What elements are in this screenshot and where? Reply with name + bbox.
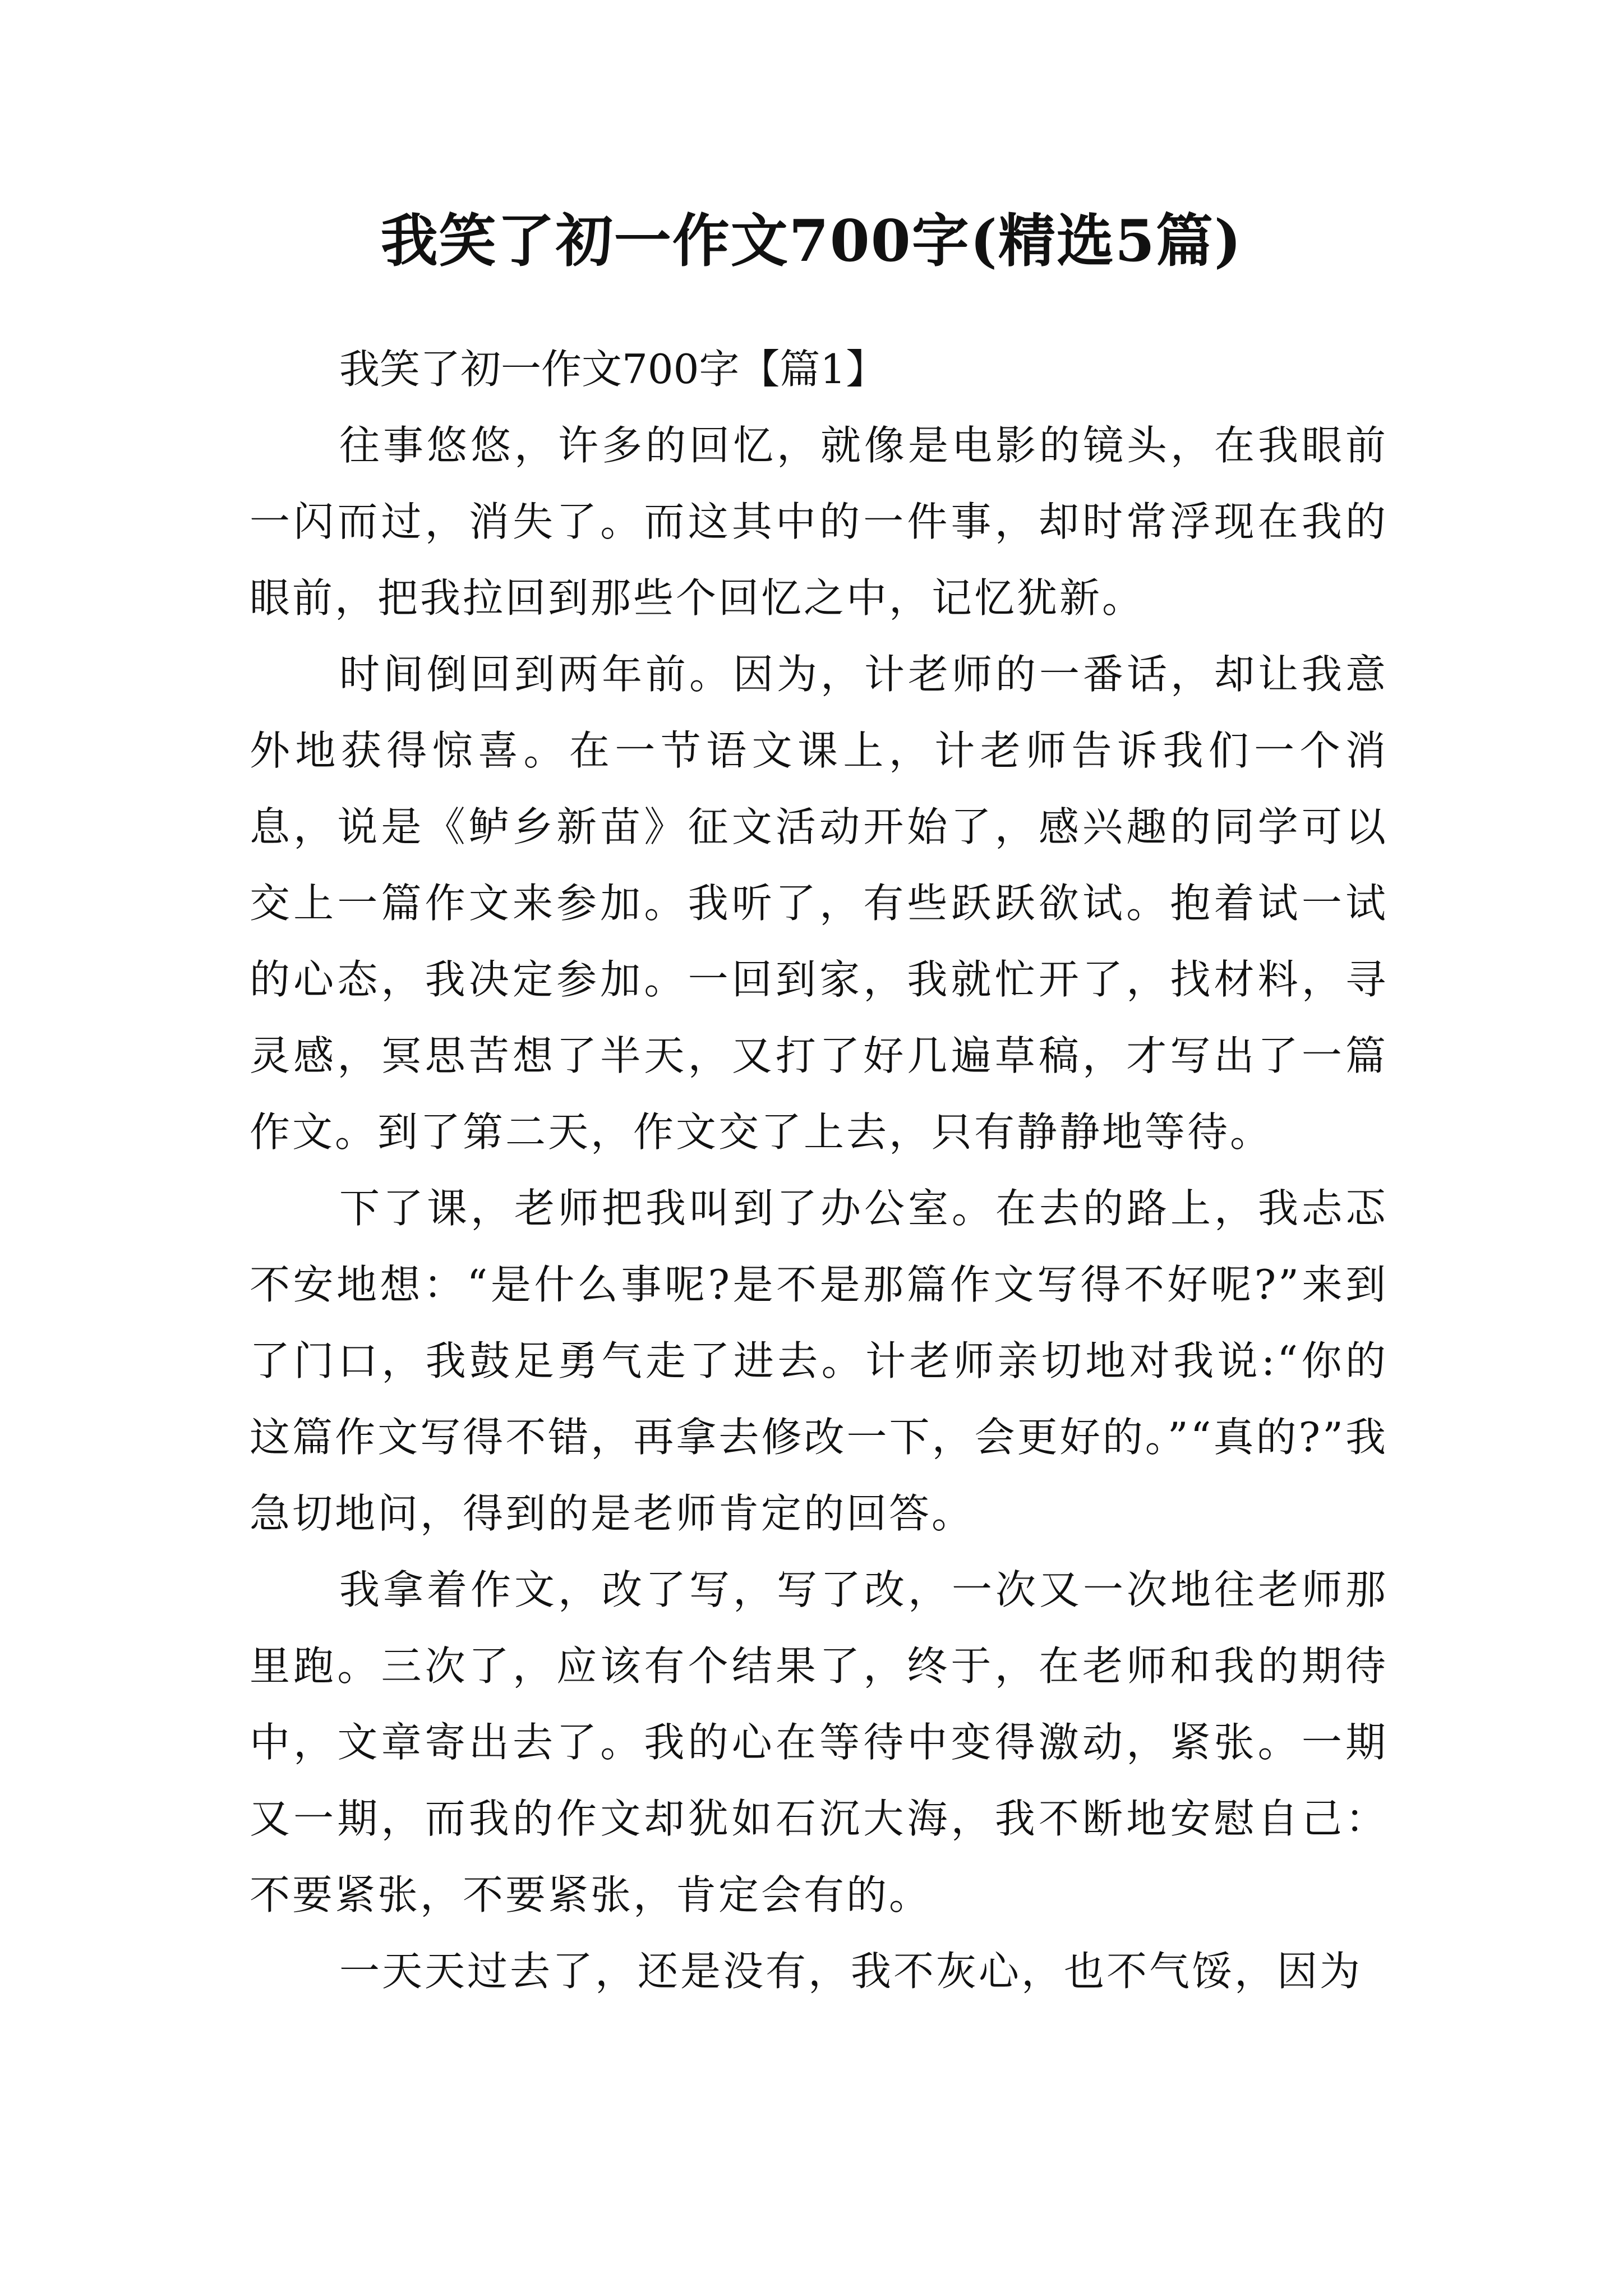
- section-heading: 我笑了初一作文700字【篇1】: [339, 346, 887, 393]
- paragraph: 我拿着作文，改了写，写了改，一次又一次地往老师那里跑。三次了，应该有个结果了，终于，在老师和我的期待中，文章寄出去了。我的心在等待中变得激动，紧张。一期又一期，而我的作文却犹如石沉大海，我不断地安慰自己：不要紧张，不要紧张，肯定会有的。: [250, 1566, 1388, 1918]
- paragraph: 下了课，老师把我叫到了办公室。在去的路上，我忐忑不安地想：“是什么事呢?是不是那篇作文写得不好呢?”来到了门口，我鼓足勇气走了进去。计老师亲切地对我说:“你的这篇作文写得不错，再拿去修改一下，会更好的。”“真的?”我急切地问，得到的是老师肯定的回答。: [250, 1185, 1388, 1537]
- document-body: [250, 331, 1388, 2009]
- paragraph: 时间倒回到两年前。因为，计老师的一番话，却让我意外地获得惊喜。在一节语文课上，计老师告诉我们一个消息，说是《鲈乡新苗》征文活动开始了，感兴趣的同学可以交上一篇作文来参加。我听了，有些跃跃欲试。抱着试一试的心态，我决定参加。一回到家，我就忙开了，找材料，寻灵感，冥思苦想了半天，又打了好几遍草稿，才写出了一篇作文。到了第二天，作文交了上去，只有静静地等待。: [250, 651, 1388, 1156]
- document-title: 我笑了初一作文700字(精选5篇): [380, 208, 1243, 275]
- paragraph: 往事悠悠，许多的回忆，就像是电影的镜头，在我眼前一闪而过，消失了。而这其中的一件事，却时常浮现在我的眼前，把我拉回到那些个回忆之中，记忆犹新。: [250, 422, 1388, 622]
- paragraph: 一天天过去了，还是没有，我不灰心，也不气馁，因为: [339, 1948, 1363, 1995]
